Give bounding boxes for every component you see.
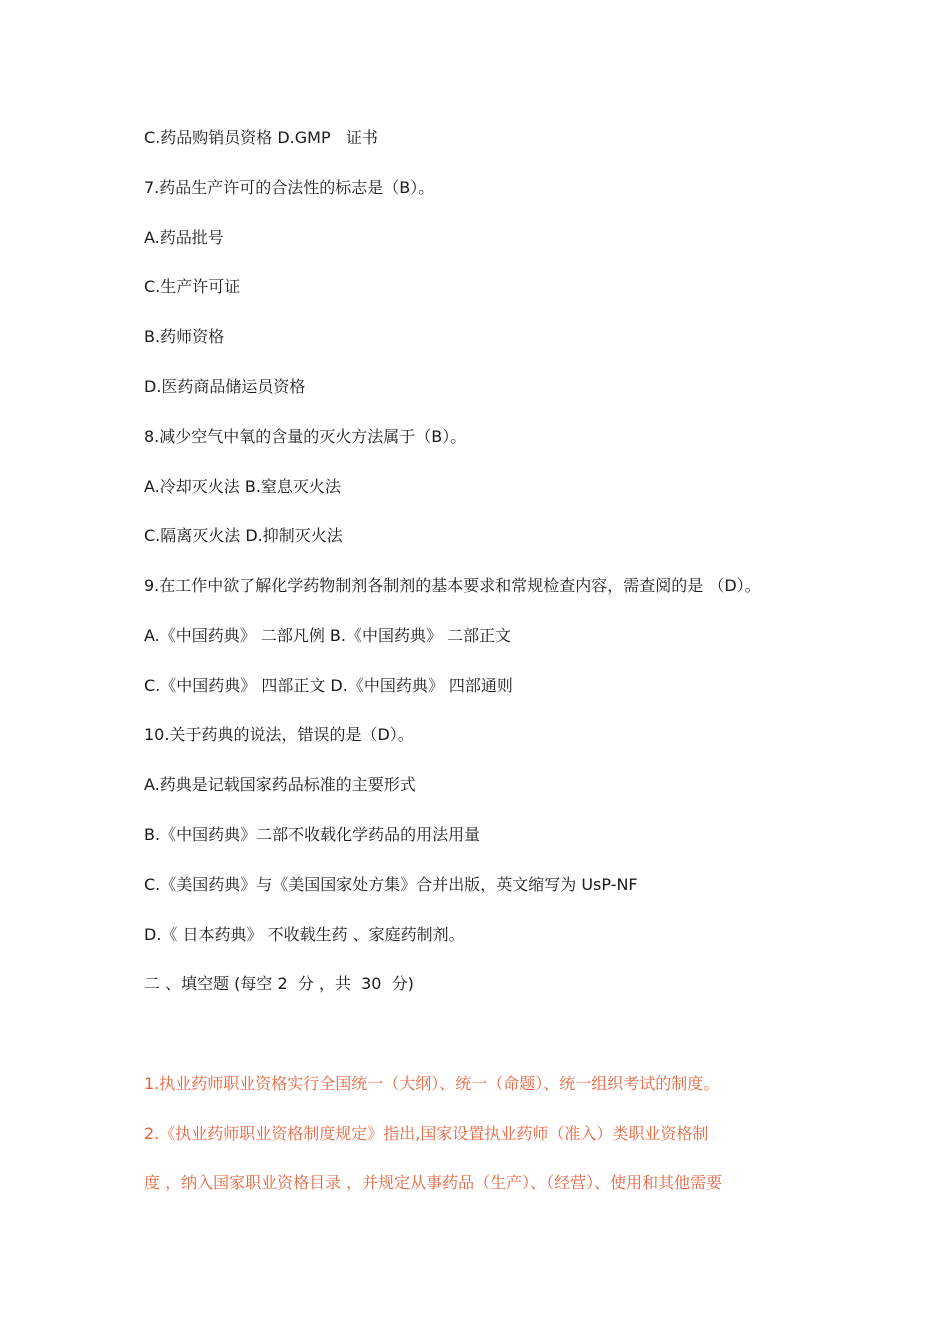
option-line-a-b: A.冷却灭火法 B.窒息灭火法	[144, 477, 341, 496]
option-line-c-d: C.药品购销员资格 D.GMP 证书	[144, 128, 378, 147]
fill-blank-1: 1.执业药师职业资格实行全国统一（大纲）、统一（命题）、统一组织考试的制度。	[144, 1074, 720, 1093]
fill-blank-2-continued: 度 ，纳入国家职业资格目录 ，并规定从事药品（生产）、（经营）、使用和其他需要	[144, 1173, 723, 1192]
option-b: B.药师资格	[144, 327, 225, 346]
option-a: A.药典是记载国家药品标准的主要形式	[144, 775, 416, 794]
question-9: 9.在工作中欲了解化学药物制剂各制剂的基本要求和常规检查内容，需查阅的是 （D）。	[144, 576, 761, 595]
option-b: B.《中国药典》二部不收载化学药品的用法用量	[144, 825, 481, 844]
question-7: 7.药品生产许可的合法性的标志是（B）。	[144, 178, 435, 197]
option-line-c-d: C.《中国药典》 四部正文 D.《中国药典》 四部通则	[144, 676, 513, 695]
question-10: 10.关于药典的说法，错误的是（D）。	[144, 725, 414, 744]
fill-blank-2: 2.《执业药师职业资格制度规定》指出,国家设置执业药师（准入）类职业资格制	[144, 1124, 709, 1143]
section-heading: 二 、填空题 (每空 2 分 ，共 30 分)	[144, 974, 414, 993]
option-d: D.《 日本药典》 不收载生药 、家庭药制剂。	[144, 925, 465, 944]
option-d: D.医药商品储运员资格	[144, 377, 306, 396]
question-8: 8.减少空气中氧的含量的灭火方法属于（B）。	[144, 427, 467, 446]
option-line-c-d: C.隔离灭火法 D.抑制灭火法	[144, 526, 343, 545]
option-c: C.《美国药典》与《美国国家处方集》合并出版，英文缩写为 UsP-NF	[144, 875, 638, 894]
option-line-a-b: A.《中国药典》 二部凡例 B.《中国药典》 二部正文	[144, 626, 512, 645]
option-c: C.生产许可证	[144, 277, 241, 296]
option-a: A.药品批号	[144, 228, 224, 247]
